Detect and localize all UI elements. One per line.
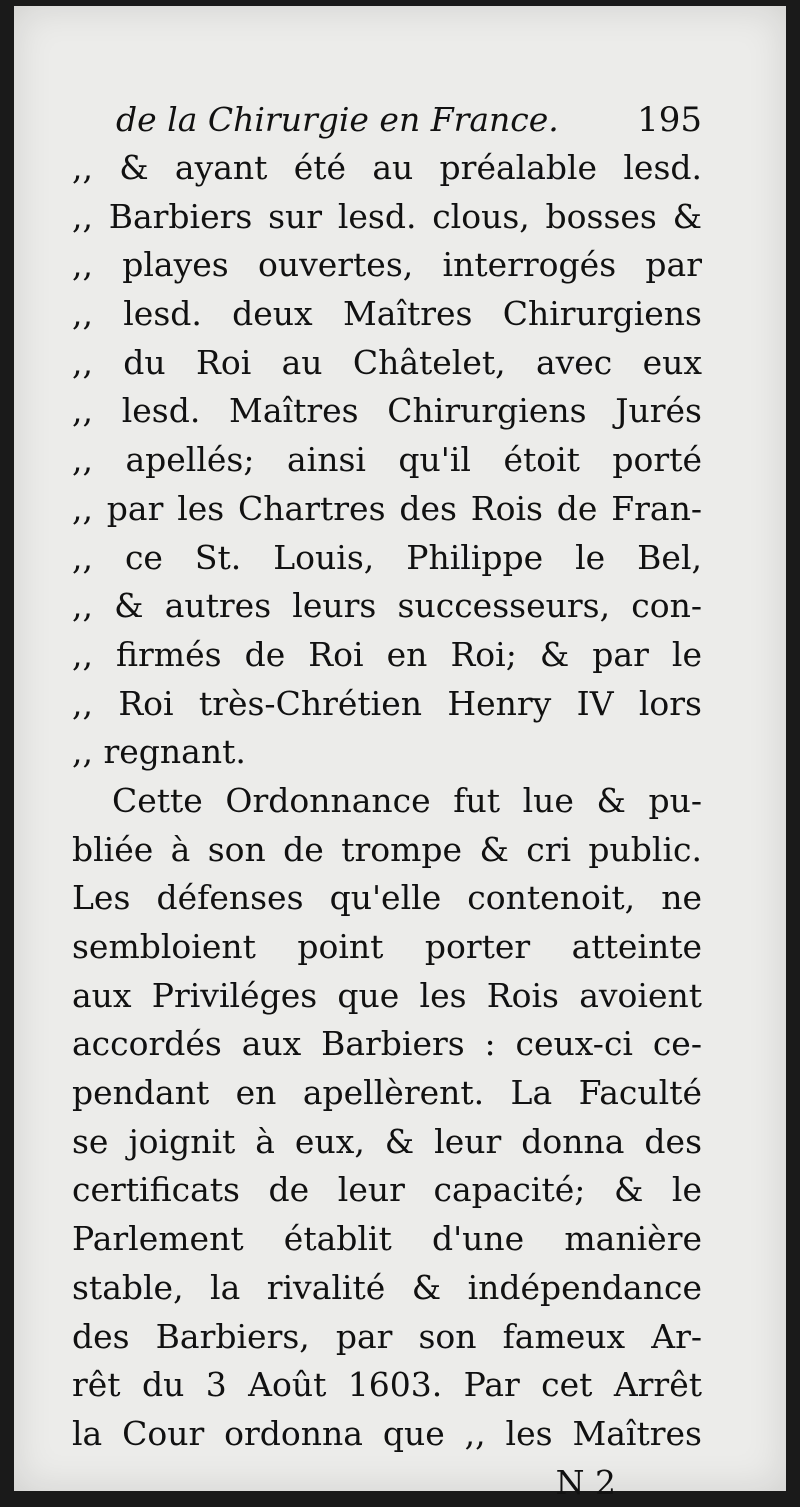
text-line: ,, firmés de Roi en Roi; & par le <box>72 634 702 674</box>
text-line: se joignit à eux, & leur donna des <box>72 1121 702 1161</box>
text-line: stable, la rivalité & indépendance <box>72 1267 702 1307</box>
body-paragraph <box>72 777 702 1459</box>
text-line: ,, & autres leurs successeurs, con- <box>72 586 702 626</box>
text-line: Parlement établit d'une manière <box>72 1219 702 1259</box>
text-line: des Barbiers, par son fameux Ar- <box>72 1316 702 1356</box>
text-line: la Cour ordonna que ,, les Maîtres <box>72 1413 702 1453</box>
text-line: aux Priviléges que les Rois avoient <box>72 975 702 1015</box>
text-line: ,, regnant. <box>72 732 246 772</box>
text-line: bliée à son de trompe & cri public. <box>72 829 702 869</box>
quoted-passage <box>72 144 702 777</box>
page-number: 195 <box>637 100 702 140</box>
text-block <box>72 96 702 1507</box>
text-line: ,, Roi très-Chrétien Henry IV lors <box>72 683 702 723</box>
text-line: ,, du Roi au Châtelet, avec eux <box>72 342 702 382</box>
text-line: rêt du 3 Août 1603. Par cet Arrêt <box>72 1365 702 1405</box>
text-line: ,, lesd. Maîtres Chirurgiens Jurés <box>72 391 702 431</box>
text-line: sembloient point porter atteinte <box>72 927 702 966</box>
text-line: Les défenses qu'elle contenoit, ne <box>72 878 702 918</box>
text-line: ,, apellés; ainsi qu'il étoit porté <box>72 440 702 480</box>
page-header <box>72 96 702 144</box>
text-line: ,, & ayant été au préalable lesd. <box>72 148 702 187</box>
text-line: ,, par les Chartres des Rois de Fran- <box>72 488 702 528</box>
text-line: Cette Ordonnance fut lue & pu- <box>112 780 702 820</box>
text-line: ,, Barbiers sur lesd. clous, bosses & <box>72 196 702 236</box>
text-line: ,, lesd. deux Maîtres Chirurgiens <box>72 294 702 334</box>
book-page <box>14 6 786 1502</box>
running-title: de la Chirurgie en France. <box>116 100 559 139</box>
text-line: accordés aux Barbiers : ceux-ci ce- <box>72 1024 702 1064</box>
text-line: ,, playes ouvertes, interrogés par <box>72 245 702 285</box>
text-line: ,, ce St. Louis, Philippe le Bel, <box>72 537 702 577</box>
text-line: pendant en apellèrent. La Faculté <box>72 1073 702 1113</box>
signature-mark: N 2 <box>555 1462 616 1502</box>
text-line: certificats de leur capacité; & le <box>72 1170 702 1210</box>
